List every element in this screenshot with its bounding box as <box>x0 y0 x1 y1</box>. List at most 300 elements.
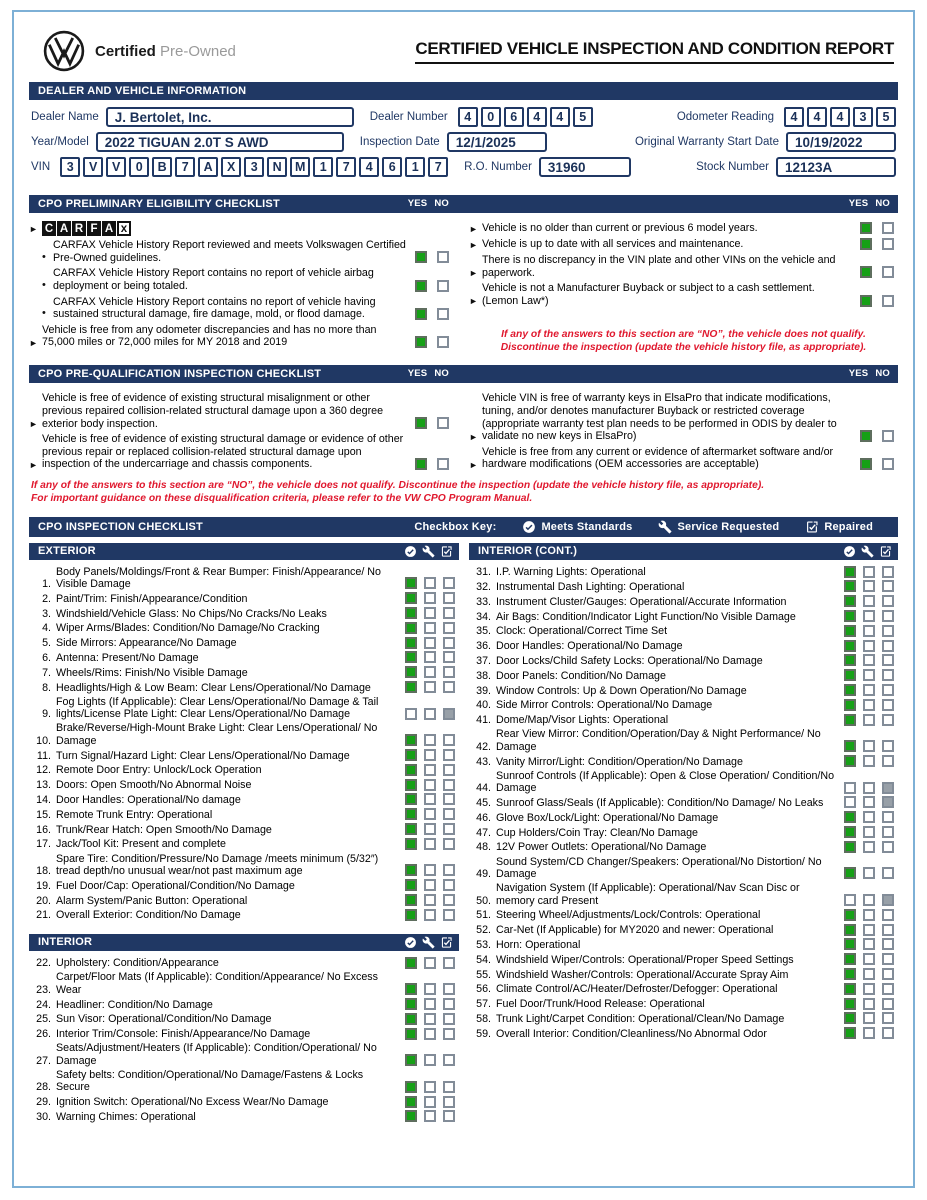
checkbox-checked[interactable] <box>860 458 872 470</box>
checkbox-checked[interactable] <box>844 740 856 752</box>
item-number: 1. <box>42 577 51 590</box>
checkbox-empty[interactable] <box>882 266 894 278</box>
checkbox-empty[interactable] <box>882 222 894 234</box>
checkbox-empty[interactable] <box>443 983 455 995</box>
checkbox-empty[interactable] <box>863 755 875 767</box>
checkbox-checked[interactable] <box>405 637 417 649</box>
checkbox-empty[interactable] <box>424 1081 436 1093</box>
checkbox-empty[interactable] <box>424 864 436 876</box>
checkbox-empty[interactable] <box>882 867 894 879</box>
checkbox-empty[interactable] <box>882 841 894 853</box>
interior-cont-header-text: INTERIOR (CONT.) <box>478 545 578 558</box>
checkbox-na[interactable] <box>882 894 894 906</box>
checkbox-checked[interactable] <box>415 251 427 263</box>
checkbox-checked[interactable] <box>405 894 417 906</box>
checkbox-checked[interactable] <box>405 808 417 820</box>
checkbox-checked[interactable] <box>844 595 856 607</box>
checkbox-empty[interactable] <box>863 968 875 980</box>
checkbox-empty[interactable] <box>863 714 875 726</box>
checkbox-empty[interactable] <box>882 610 894 622</box>
dot-bullet: • <box>42 250 46 263</box>
checkbox-empty[interactable] <box>424 622 436 634</box>
checkbox-empty[interactable] <box>882 924 894 936</box>
checkbox-empty[interactable] <box>882 998 894 1010</box>
checkbox-empty[interactable] <box>437 458 449 470</box>
checkbox-empty[interactable] <box>863 826 875 838</box>
checkbox-empty[interactable] <box>863 953 875 965</box>
digit-box[interactable]: M <box>290 157 310 177</box>
checkbox-checked[interactable] <box>405 909 417 921</box>
checkbox-empty[interactable] <box>882 430 894 442</box>
digit-box[interactable]: 3 <box>244 157 264 177</box>
checkbox-checked[interactable] <box>415 417 427 429</box>
checkbox-checked[interactable] <box>844 566 856 578</box>
checkbox-checked[interactable] <box>405 1054 417 1066</box>
checkbox-checked[interactable] <box>844 699 856 711</box>
inspection-checkboxes <box>844 998 898 1010</box>
checkbox-empty[interactable] <box>424 823 436 835</box>
checkbox-checked[interactable] <box>844 968 856 980</box>
digit-box[interactable]: 0 <box>129 157 149 177</box>
checkbox-checked[interactable] <box>844 755 856 767</box>
checkbox-empty[interactable] <box>424 909 436 921</box>
digit-box[interactable]: 4 <box>784 107 804 127</box>
inspection-item <box>469 669 898 682</box>
inspection-checkboxes <box>405 909 459 921</box>
checkbox-empty[interactable] <box>882 1012 894 1024</box>
carfax-logo <box>42 221 131 236</box>
checkbox-checked[interactable] <box>405 651 417 663</box>
checkbox-checked[interactable] <box>844 654 856 666</box>
digit-box[interactable]: A <box>198 157 218 177</box>
digit-box[interactable]: 4 <box>550 107 570 127</box>
checkbox-empty[interactable] <box>424 592 436 604</box>
checkbox-empty[interactable] <box>424 749 436 761</box>
digit-box[interactable]: 5 <box>573 107 593 127</box>
checkbox-empty[interactable] <box>443 1096 455 1108</box>
item-number: 6. <box>42 651 51 664</box>
inspection-checkboxes <box>844 826 898 838</box>
dealer-row-3 <box>31 157 896 177</box>
checkbox-checked[interactable] <box>405 749 417 761</box>
checkbox-checked[interactable] <box>844 953 856 965</box>
checkbox-empty[interactable] <box>882 938 894 950</box>
yes-label: YES <box>848 198 869 209</box>
checkbox-empty[interactable] <box>882 953 894 965</box>
digit-box[interactable]: V <box>83 157 103 177</box>
checkbox-empty[interactable] <box>424 577 436 589</box>
checkbox-checked[interactable] <box>405 793 417 805</box>
checkbox-empty[interactable] <box>424 983 436 995</box>
circle-check-icon <box>404 545 417 558</box>
digit-box[interactable]: 7 <box>428 157 448 177</box>
checkbox-empty[interactable] <box>863 595 875 607</box>
checkbox-empty[interactable] <box>443 808 455 820</box>
checkbox-checked[interactable] <box>405 1013 417 1025</box>
prequal-left-items <box>29 392 459 471</box>
checkbox-empty[interactable] <box>882 714 894 726</box>
digit-box[interactable]: X <box>221 157 241 177</box>
item-number: 55. <box>476 968 491 981</box>
checkbox-checked[interactable] <box>844 924 856 936</box>
checkbox-empty[interactable] <box>424 681 436 693</box>
checkbox-checked[interactable] <box>405 779 417 791</box>
inspection-item <box>29 808 459 821</box>
checkbox-checked[interactable] <box>405 879 417 891</box>
checkbox-empty[interactable] <box>863 909 875 921</box>
inspection-item <box>469 714 898 727</box>
digit-box[interactable]: 6 <box>504 107 524 127</box>
checkbox-empty[interactable] <box>443 957 455 969</box>
checkbox-empty[interactable] <box>863 625 875 637</box>
checkbox-empty[interactable] <box>424 651 436 663</box>
checkbox-empty[interactable] <box>863 983 875 995</box>
checkbox-empty[interactable] <box>443 909 455 921</box>
checkbox-empty[interactable] <box>424 1110 436 1122</box>
checkbox-empty[interactable] <box>437 417 449 429</box>
checkbox-empty[interactable] <box>863 841 875 853</box>
checkbox-empty[interactable] <box>437 336 449 348</box>
checkbox-empty[interactable] <box>863 669 875 681</box>
checkbox-checked[interactable] <box>405 998 417 1010</box>
checkbox-empty[interactable] <box>863 796 875 808</box>
digit-box[interactable]: 7 <box>175 157 195 177</box>
digit-box[interactable]: 6 <box>382 157 402 177</box>
digit-box[interactable]: 4 <box>807 107 827 127</box>
item-text: Seats/Adjustment/Heaters (If Applicable): Condition/Operational/ No Damage <box>56 1042 377 1067</box>
checkbox-checked[interactable] <box>415 308 427 320</box>
checkbox-empty[interactable] <box>882 740 894 752</box>
checkbox-checked[interactable] <box>405 838 417 850</box>
inspection-checkboxes <box>844 669 898 681</box>
checkbox-empty[interactable] <box>424 708 436 720</box>
dot-bullet: • <box>42 278 46 291</box>
checkbox-empty[interactable] <box>443 779 455 791</box>
checkbox-empty[interactable] <box>882 625 894 637</box>
checkbox-empty[interactable] <box>882 654 894 666</box>
arrow-bullet: ► <box>469 223 478 234</box>
checkbox-empty[interactable] <box>882 699 894 711</box>
checkbox-empty[interactable] <box>443 894 455 906</box>
checkbox-empty[interactable] <box>443 577 455 589</box>
checkbox-checked[interactable] <box>860 430 872 442</box>
checkbox-empty[interactable] <box>424 1028 436 1040</box>
checkbox-empty[interactable] <box>424 838 436 850</box>
checkbox-checked[interactable] <box>405 734 417 746</box>
checkbox-empty[interactable] <box>882 826 894 838</box>
checkbox-empty[interactable] <box>443 838 455 850</box>
dealer-name-value[interactable]: J. Bertolet, Inc. <box>106 107 354 127</box>
checkbox-checked[interactable] <box>844 625 856 637</box>
inspection-item <box>469 640 898 653</box>
year-model-value[interactable]: 2022 TIGUAN 2.0T S AWD <box>96 132 344 152</box>
checkbox-empty[interactable] <box>863 924 875 936</box>
checkbox-empty[interactable] <box>443 879 455 891</box>
checkbox-empty[interactable] <box>443 607 455 619</box>
checkbox-checked[interactable] <box>405 1028 417 1040</box>
checkbox-empty[interactable] <box>443 681 455 693</box>
checkbox-empty[interactable] <box>882 811 894 823</box>
checkbox-checked[interactable] <box>405 577 417 589</box>
vin-label: VIN <box>31 161 51 173</box>
inspection-item <box>29 622 459 635</box>
digit-box[interactable]: 4 <box>359 157 379 177</box>
inspection-item <box>469 566 898 579</box>
checkbox-empty[interactable] <box>863 684 875 696</box>
digit-box[interactable]: B <box>152 157 172 177</box>
checkbox-checked[interactable] <box>415 280 427 292</box>
checkbox-empty[interactable] <box>424 998 436 1010</box>
checkbox-empty[interactable] <box>844 796 856 808</box>
item-text: Side Mirror Controls: Operational/No Damage <box>496 699 713 712</box>
digit-box[interactable]: 3 <box>853 107 873 127</box>
warranty-start-value[interactable]: 10/19/2022 <box>786 132 896 152</box>
checkbox-empty[interactable] <box>863 740 875 752</box>
digit-box[interactable]: 0 <box>481 107 501 127</box>
checkbox-empty[interactable] <box>882 755 894 767</box>
inspection-checkboxes <box>844 740 898 752</box>
checkbox-empty[interactable] <box>443 749 455 761</box>
checkbox-empty[interactable] <box>863 580 875 592</box>
checkbox-checked[interactable] <box>844 909 856 921</box>
carfax-letter: R <box>72 221 86 236</box>
digit-box[interactable]: 4 <box>527 107 547 127</box>
checkbox-checked[interactable] <box>844 714 856 726</box>
inspection-checkboxes <box>405 793 459 805</box>
digit-box[interactable]: 5 <box>876 107 896 127</box>
checkbox-checked[interactable] <box>844 998 856 1010</box>
checkbox-empty[interactable] <box>882 968 894 980</box>
inspection-item <box>29 666 459 679</box>
arrow-bullet: ► <box>469 459 478 470</box>
item-number: 52. <box>476 924 491 937</box>
inspection-item <box>29 1110 459 1123</box>
item-number: 58. <box>476 1012 491 1025</box>
checkbox-checked[interactable] <box>844 1027 856 1039</box>
digit-box[interactable]: 3 <box>60 157 80 177</box>
checkbox-checked[interactable] <box>405 1096 417 1108</box>
checkbox-empty[interactable] <box>863 1027 875 1039</box>
inspection-date-value[interactable]: 12/1/2025 <box>447 132 547 152</box>
checkbox-checked[interactable] <box>405 983 417 995</box>
checkbox-checked[interactable] <box>844 580 856 592</box>
wrench-icon <box>861 545 874 558</box>
arrow-bullet: ► <box>469 296 478 307</box>
checkbox-empty[interactable] <box>424 808 436 820</box>
checkbox-empty[interactable] <box>443 622 455 634</box>
item-text: Vehicle is free of evidence of existing structural damage or evidence of other previous repair or replaced collision-related structural damage upon inspection of the undercarriage and chassis components. <box>42 433 404 471</box>
checkbox-checked[interactable] <box>860 222 872 234</box>
checkbox-checked[interactable] <box>405 592 417 604</box>
inspection-item <box>29 779 459 792</box>
checkbox-empty[interactable] <box>424 764 436 776</box>
checkbox-empty[interactable] <box>424 957 436 969</box>
checkbox-empty[interactable] <box>863 894 875 906</box>
yes-no-checkboxes <box>415 251 459 263</box>
checkbox-checked[interactable] <box>405 1081 417 1093</box>
checkbox-empty[interactable] <box>424 779 436 791</box>
checkbox-empty[interactable] <box>882 1027 894 1039</box>
no-label: NO <box>434 368 449 380</box>
checkbox-empty[interactable] <box>863 566 875 578</box>
checkbox-empty[interactable] <box>443 651 455 663</box>
checkbox-empty[interactable] <box>443 998 455 1010</box>
checkbox-checked[interactable] <box>844 1012 856 1024</box>
checkbox-empty[interactable] <box>863 654 875 666</box>
checkbox-checked[interactable] <box>844 841 856 853</box>
checkbox-empty[interactable] <box>882 295 894 307</box>
checkbox-checked[interactable] <box>405 622 417 634</box>
checkbox-empty[interactable] <box>437 251 449 263</box>
checkbox-empty[interactable] <box>443 666 455 678</box>
inspection-item <box>469 998 898 1011</box>
checkbox-empty[interactable] <box>844 782 856 794</box>
checkbox-checked[interactable] <box>844 684 856 696</box>
no-label: NO <box>875 198 890 209</box>
checkbox-empty[interactable] <box>863 699 875 711</box>
digit-box[interactable]: 1 <box>405 157 425 177</box>
checkbox-checked[interactable] <box>844 867 856 879</box>
checkbox-empty[interactable] <box>443 1028 455 1040</box>
checkbox-checked[interactable] <box>860 295 872 307</box>
checkbox-checked[interactable] <box>405 607 417 619</box>
digit-box[interactable]: N <box>267 157 287 177</box>
checkbox-empty[interactable] <box>863 998 875 1010</box>
report-title: CERTIFIED VEHICLE INSPECTION AND CONDITION REPORT <box>415 38 894 58</box>
checkbox-empty[interactable] <box>882 238 894 250</box>
item-number: 59. <box>476 1027 491 1040</box>
checkbox-empty[interactable] <box>443 864 455 876</box>
checkbox-empty[interactable] <box>882 684 894 696</box>
dealer-number-boxes <box>455 107 593 127</box>
checkbox-empty[interactable] <box>443 1013 455 1025</box>
checkbox-empty[interactable] <box>443 637 455 649</box>
checkbox-empty[interactable] <box>424 793 436 805</box>
checkbox-empty[interactable] <box>882 909 894 921</box>
checkbox-checked[interactable] <box>405 666 417 678</box>
checkbox-na[interactable] <box>882 782 894 794</box>
checkbox-empty[interactable] <box>443 1081 455 1093</box>
inspection-checkboxes <box>844 640 898 652</box>
checkbox-empty[interactable] <box>437 280 449 292</box>
checkbox-empty[interactable] <box>882 458 894 470</box>
eligibility-item <box>469 446 898 471</box>
checkbox-empty[interactable] <box>882 983 894 995</box>
checkbox-empty[interactable] <box>424 879 436 891</box>
checkbox-empty[interactable] <box>863 938 875 950</box>
digit-box[interactable]: 4 <box>458 107 478 127</box>
item-text: Sound System/CD Changer/Speakers: Operational/No Distortion/ No Damage <box>496 855 822 880</box>
yes-label: YES <box>407 368 428 380</box>
inspection-item <box>29 651 459 664</box>
stock-number-value[interactable]: 12123A <box>776 157 896 177</box>
checkbox-empty[interactable] <box>405 708 417 720</box>
item-text: Body Panels/Moldings/Front & Rear Bumper: Finish/Appearance/ No Visible Damage <box>56 565 381 590</box>
checkbox-empty[interactable] <box>863 811 875 823</box>
ro-number-value[interactable]: 31960 <box>539 157 631 177</box>
checkbox-checked[interactable] <box>405 1110 417 1122</box>
checkbox-checked[interactable] <box>844 983 856 995</box>
checkbox-empty[interactable] <box>424 894 436 906</box>
checkbox-empty[interactable] <box>863 1012 875 1024</box>
key-label-wrap <box>414 521 496 533</box>
interior-header-text: INTERIOR <box>38 936 93 949</box>
item-text: Glove Box/Lock/Light: Operational/No Damage <box>496 811 719 824</box>
checkbox-empty[interactable] <box>437 308 449 320</box>
item-text: Windshield Wiper/Controls: Operational/Proper Speed Settings <box>496 953 794 966</box>
checkbox-na[interactable] <box>443 708 455 720</box>
item-text: Sunroof Controls (If Applicable): Open & Close Operation/ Condition/No Damage <box>496 769 835 795</box>
checkbox-empty[interactable] <box>424 1013 436 1025</box>
checkbox-checked[interactable] <box>844 610 856 622</box>
checkbox-empty[interactable] <box>443 1110 455 1122</box>
checkbox-checked[interactable] <box>860 266 872 278</box>
exterior-header-text: EXTERIOR <box>38 545 96 558</box>
digit-box[interactable]: 1 <box>313 157 333 177</box>
checkbox-empty[interactable] <box>443 823 455 835</box>
checkbox-empty[interactable] <box>424 666 436 678</box>
item-text: Jack/Tool Kit: Present and complete <box>56 838 226 851</box>
checkbox-empty[interactable] <box>863 782 875 794</box>
digit-box[interactable]: 7 <box>336 157 356 177</box>
checkbox-empty[interactable] <box>424 734 436 746</box>
inspection-checkboxes <box>844 714 898 726</box>
checkbox-empty[interactable] <box>443 793 455 805</box>
checkbox-checked[interactable] <box>844 640 856 652</box>
checkbox-checked[interactable] <box>415 336 427 348</box>
checkbox-empty[interactable] <box>844 894 856 906</box>
digit-box[interactable]: V <box>106 157 126 177</box>
item-text: Side Mirrors: Appearance/No Damage <box>56 637 237 650</box>
checkbox-empty[interactable] <box>863 610 875 622</box>
checkbox-empty[interactable] <box>882 595 894 607</box>
checkbox-checked[interactable] <box>405 864 417 876</box>
checkbox-empty[interactable] <box>424 1054 436 1066</box>
checkbox-empty[interactable] <box>863 640 875 652</box>
checkbox-empty[interactable] <box>443 764 455 776</box>
checkbox-checked[interactable] <box>844 811 856 823</box>
yes-no-header-right <box>849 198 890 209</box>
checkbox-checked[interactable] <box>405 764 417 776</box>
checkbox-empty[interactable] <box>863 867 875 879</box>
checkbox-empty[interactable] <box>424 1096 436 1108</box>
item-text: Remote Door Entry: Unlock/Lock Operation <box>56 764 262 777</box>
checkbox-checked[interactable] <box>405 823 417 835</box>
checkbox-empty[interactable] <box>443 1054 455 1066</box>
checkbox-checked[interactable] <box>844 826 856 838</box>
checkbox-empty[interactable] <box>424 607 436 619</box>
preliminary-right-items <box>469 222 898 308</box>
checkbox-na[interactable] <box>882 796 894 808</box>
checkbox-checked[interactable] <box>844 669 856 681</box>
digit-box[interactable]: 4 <box>830 107 850 127</box>
checkbox-empty[interactable] <box>882 640 894 652</box>
checkbox-empty[interactable] <box>882 566 894 578</box>
checkbox-checked[interactable] <box>405 681 417 693</box>
checkbox-empty[interactable] <box>424 637 436 649</box>
arrow-bullet: ► <box>29 223 38 234</box>
checkbox-checked[interactable] <box>405 957 417 969</box>
checkbox-empty[interactable] <box>882 669 894 681</box>
checkbox-empty[interactable] <box>882 580 894 592</box>
item-number: 33. <box>476 595 491 608</box>
checkbox-checked[interactable] <box>415 458 427 470</box>
checkbox-empty[interactable] <box>443 592 455 604</box>
checkbox-checked[interactable] <box>844 938 856 950</box>
checkbox-empty[interactable] <box>443 734 455 746</box>
checkbox-checked[interactable] <box>860 238 872 250</box>
item-text: Vehicle is not a Manufacturer Buyback or subject to a cash settlement. (Lemon Law*) <box>482 282 815 307</box>
